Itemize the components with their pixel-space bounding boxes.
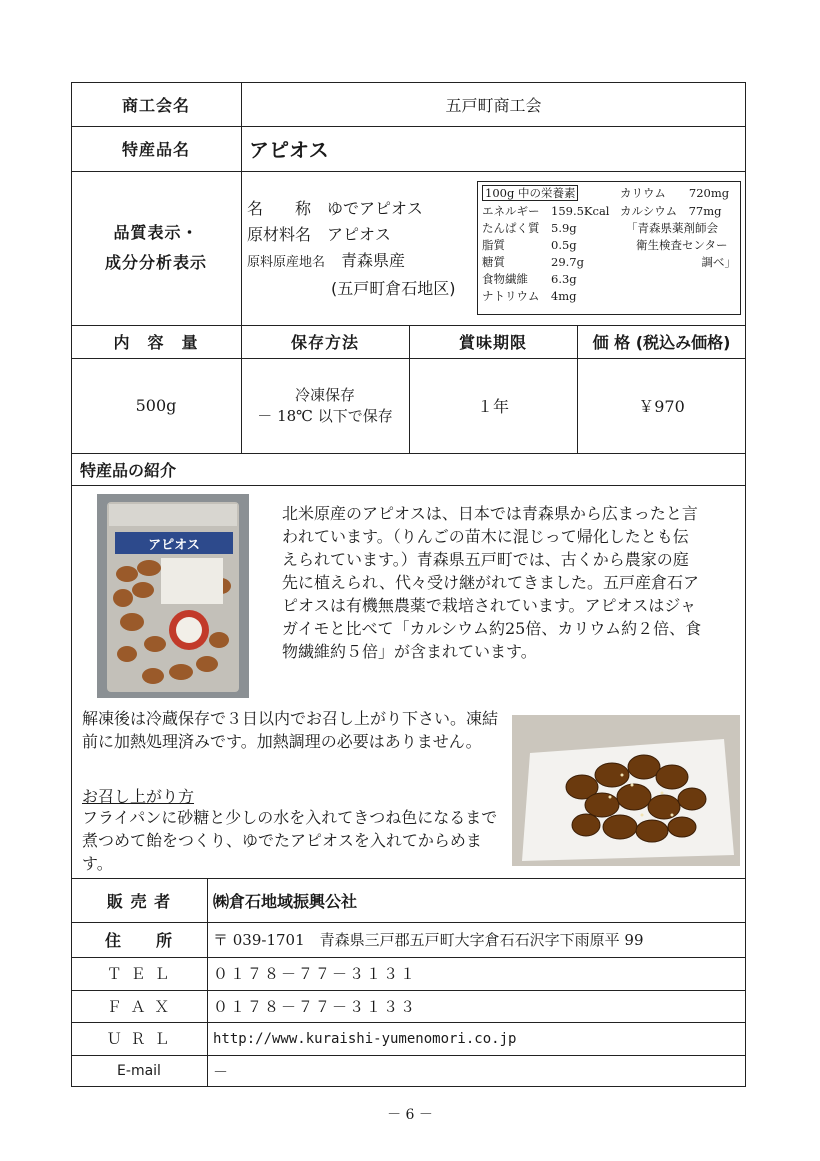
origin-value: 青森県産 — [341, 251, 406, 270]
product-label: 特産品名 — [121, 140, 190, 159]
howto-text: フライパンに砂糖と少しの水を入れてきつね色になるまで煮つめて飴をつくり、ゆでたアピオスを入れてからめます。 — [82, 808, 498, 873]
nutrition-sodium: ナトリウム 4mg — [482, 289, 577, 303]
rule — [207, 878, 208, 1087]
origin-sub: (五戸町倉石地区) — [331, 279, 456, 298]
storage-value-line2: － 18℃ 以下で保存 — [257, 406, 393, 425]
expiry-value: １年 — [476, 397, 509, 416]
package-illustration — [97, 494, 249, 698]
association-label: 商工会名 — [121, 95, 190, 115]
howto-title: お召し上がり方 — [82, 787, 195, 806]
nutrition-energy: エネルギー 159.5Kcal — [482, 204, 610, 218]
intro-title: 特産品の紹介 — [80, 460, 177, 480]
name-value: ゆでアピオス — [327, 199, 423, 218]
storage-note: 解凍後は冷蔵保存で３日以内でお召し上がり下さい。凍結前に加熱処理済みです。加熱調理の必要はありません。 — [82, 709, 499, 751]
material-label: 原材料名 — [247, 225, 312, 244]
cooked-dish-photo — [512, 715, 740, 866]
storage-value — [241, 358, 409, 453]
package-label: アピオス — [148, 537, 200, 553]
nutrition-fat: 脂質 0.5g — [482, 238, 577, 252]
price-header: 価 格 (税込み価格) — [592, 333, 731, 352]
tel-value: ０１７８－７７－３１３１ — [213, 965, 418, 983]
url-label: Ｕ Ｒ Ｌ — [106, 1030, 172, 1048]
seller-value: ㈱倉石地域振興公社 — [213, 891, 358, 911]
name-label: 名 称 — [247, 199, 312, 218]
nutrition-potassium: カリウム 720mg — [620, 186, 730, 200]
intro-text: 北米原産のアピオスは、日本では青森県から広まったと言われています。（りんごの苗木に混じって帰化したとも伝えられています。）青森県五戸町では、古くから農家の庭先に植えられ、代々受け継がれてきました。五戸産倉石アピオスは有機無農薬で栽培されています。アピオスはジャガイモと比べて「カルシウム約25倍、カリウム約２倍、食物繊維約５倍」が含まれています。 — [282, 504, 702, 661]
nutrition-protein: たんぱく質 5.9g — [482, 221, 577, 235]
fax-value: ０１７８－７７－３１３３ — [213, 997, 418, 1016]
nutrition-source-2: 衛生検査センター — [636, 238, 728, 252]
email-value: － — [213, 1062, 229, 1081]
dish-illustration — [512, 715, 740, 866]
email-label: E-mail — [117, 1063, 161, 1079]
association-value: 五戸町商工会 — [445, 95, 542, 115]
expiry-header: 賞味期限 — [458, 333, 527, 352]
quality-label — [71, 171, 241, 325]
nutrition-sugar: 糖質 29.7g — [482, 255, 584, 269]
amount-header: 内 容 量 — [113, 333, 199, 352]
origin-label: 原料原産地名 — [247, 255, 326, 270]
amount-value: 500g — [135, 396, 177, 415]
product-name: アピオス — [249, 138, 329, 162]
address-label: 住 所 — [104, 931, 173, 950]
fax-label: Ｆ Ａ Ｘ — [106, 997, 172, 1016]
storage-header: 保存方法 — [290, 333, 359, 352]
url-value[interactable]: http://www.kuraishi-yumenomori.co.jp — [213, 1030, 517, 1047]
quality-label-line2: 成分分析表示 — [104, 253, 207, 272]
seller-label: 販 売 者 — [106, 891, 172, 911]
nutrition-calcium: カルシウム 77mg — [620, 204, 722, 218]
product-package-photo — [97, 494, 249, 698]
nutrition-box — [477, 181, 741, 315]
quality-block — [247, 196, 456, 302]
quality-label-line1: 品質表示・ — [113, 223, 199, 242]
tel-label: Ｔ Ｅ Ｌ — [106, 965, 172, 983]
page-number: － 6 － — [387, 1107, 433, 1123]
nutrition-fiber: 食物繊維 6.3g — [482, 272, 577, 286]
rule — [71, 485, 746, 486]
price-value: ￥970 — [638, 397, 685, 416]
nutrition-source-3: 調べ」 — [701, 255, 736, 269]
nutrition-heading: 100g 中の栄養素 — [482, 185, 578, 201]
storage-value-line1: 冷凍保存 — [294, 385, 355, 404]
material-value: アピオス — [327, 225, 391, 244]
address-value: 〒 039-1701 青森県三戸郡五戸町大字倉石石沢字下雨原平 99 — [213, 931, 644, 949]
nutrition-source-1: 「青森県薬剤師会 — [626, 221, 718, 235]
